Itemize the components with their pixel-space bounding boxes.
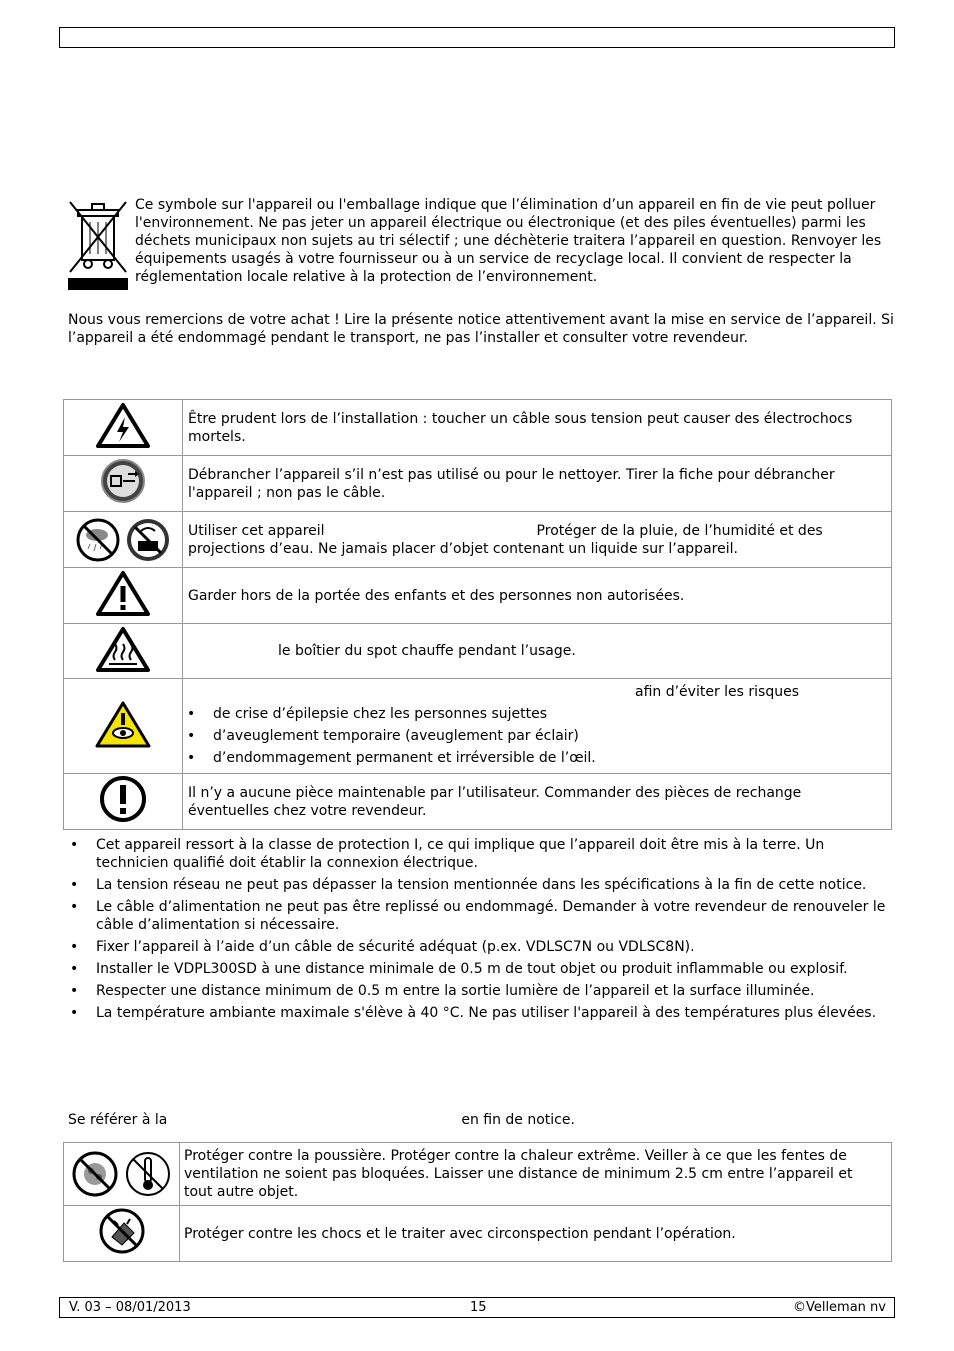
footer-copyright: ©Velleman nv <box>792 1300 886 1315</box>
no-shock-icon <box>98 1207 146 1255</box>
attention-icon <box>98 774 148 824</box>
table-row <box>64 624 892 679</box>
weee-notice: Ce symbole sur l'appareil ou l'emballage indique que l’élimination d’un appareil en fin de vie peut polluer l'environnement. Ne pas jeter un appareil électrique ou électronique (et des piles éventuelles) parmi les déchets municipaux non sujets au tri sélectif ; une déchèterie traitera l’appareil en question. Renvoyer les équipements usagés à votre fournisseur ou à un service de recyclage local. Il convient de respecter la réglementation locale relative à la protection de l’environnement. <box>135 197 882 285</box>
safety-text-a: Utiliser cet appareil <box>188 522 325 539</box>
no-rain-icon <box>75 517 121 563</box>
safety-text: le boîtier du spot chauffe pendant l’usage. <box>183 624 892 679</box>
table-row <box>64 512 892 568</box>
list-item: • Installer le VDPL300SD à une distance minimale de 0.5 m de tout objet ou produit inflammable ou explosif. <box>68 960 888 978</box>
no-water-splash-icon <box>125 517 171 563</box>
no-extreme-heat-icon <box>124 1150 172 1198</box>
high-voltage-warning-icon <box>95 402 151 448</box>
refer-text-a: Se référer à la <box>68 1112 168 1128</box>
safety-text: Il n’y a aucune pièce maintenable par l’utilisateur. Commander des pièces de rechange éventuelles chez votre revendeur. <box>183 774 892 830</box>
eye-hazard-list <box>185 705 885 767</box>
hot-surface-icon <box>95 626 151 672</box>
no-dust-icon <box>71 1150 119 1198</box>
environment-table <box>63 1142 892 1262</box>
crossed-out-wheelie-bin-icon <box>68 198 128 292</box>
list-item: • Le câble d’alimentation ne peut pas être replissé ou endommagé. Demander à votre revendeur de renouveler le câble d’alimentation si nécessaire. <box>68 898 888 934</box>
table-row <box>64 456 892 512</box>
env-text: Protéger contre les chocs et le traiter avec circonspection pendant l’opération. <box>180 1206 892 1262</box>
table-row <box>64 679 892 774</box>
page-header-box <box>59 27 895 48</box>
general-warning-icon <box>95 570 151 616</box>
list-item: • Cet appareil ressort à la classe de protection I, ce qui implique que l’appareil doit être mis à la terre. Un technicien qualifié doit établir la connexion électrique. <box>68 836 888 872</box>
safety-text: Débrancher l’appareil s’il n’est pas utilisé ou pour le nettoyer. Tirer la fiche pour débrancher l'appareil ; non pas le câble. <box>183 456 892 512</box>
safety-text-b: Protéger de la pluie, de l’humidité et des projections d’eau. Ne jamais placer d’objet contenant un liquide sur l’appareil. <box>188 522 823 557</box>
list-item: • La température ambiante maximale s'élève à 40 °C. Ne pas utiliser l'appareil à des températures plus élevées. <box>68 1004 888 1022</box>
footer-version: V. 03 – 08/01/2013 <box>69 1300 191 1315</box>
list-item: • Respecter une distance minimum de 0.5 m entre la sortie lumière de l’appareil et la surface illuminée. <box>68 982 888 1000</box>
safety-instructions-table <box>63 399 892 830</box>
safety-text: Être prudent lors de l’installation : toucher un câble sous tension peut causer des électrochocs mortels. <box>183 400 892 456</box>
eye-hazard-intro: afin d’éviter les risques <box>635 684 800 700</box>
list-item: • La tension réseau ne peut pas dépasser la tension mentionnée dans les spécifications à la fin de cette notice. <box>68 876 888 894</box>
page-footer <box>59 1297 895 1318</box>
table-row <box>64 568 892 624</box>
refer-text <box>68 1111 888 1129</box>
table-row <box>64 774 892 830</box>
list-item: • Fixer l’appareil à l’aide d’un câble de sécurité adéquat (p.ex. VDLSC7N ou VDLSC8N). <box>68 938 888 956</box>
list-item: • d’endommagement permanent et irréversible de l’œil. <box>185 749 885 767</box>
table-row <box>64 1206 892 1262</box>
table-row <box>64 1143 892 1206</box>
intro-text: Nous vous remercions de votre achat ! Lire la présente notice attentivement avant la mise en service de l’appareil. Si l’appareil a été endommagé pendant le transport, ne pas l’installer et consulter votre revendeur. <box>68 312 894 346</box>
list-item: • d’aveuglement temporaire (aveuglement par éclair) <box>185 727 885 745</box>
eye-hazard-icon <box>95 700 151 748</box>
table-row <box>64 400 892 456</box>
safety-text: Garder hors de la portée des enfants et des personnes non autorisées. <box>183 568 892 624</box>
footer-page-number: 15 <box>470 1300 487 1315</box>
unplug-icon <box>100 458 146 504</box>
general-guidelines <box>68 836 888 1026</box>
refer-text-b: en fin de notice. <box>461 1112 575 1128</box>
env-text: Protéger contre la poussière. Protéger contre la chaleur extrême. Veiller à ce que les fentes de ventilation ne soient pas bloquées. Laisser une distance de minimum 2.5 cm entre l’appareil et tout autre objet. <box>180 1143 892 1206</box>
list-item: • de crise d’épilepsie chez les personnes sujettes <box>185 705 885 723</box>
